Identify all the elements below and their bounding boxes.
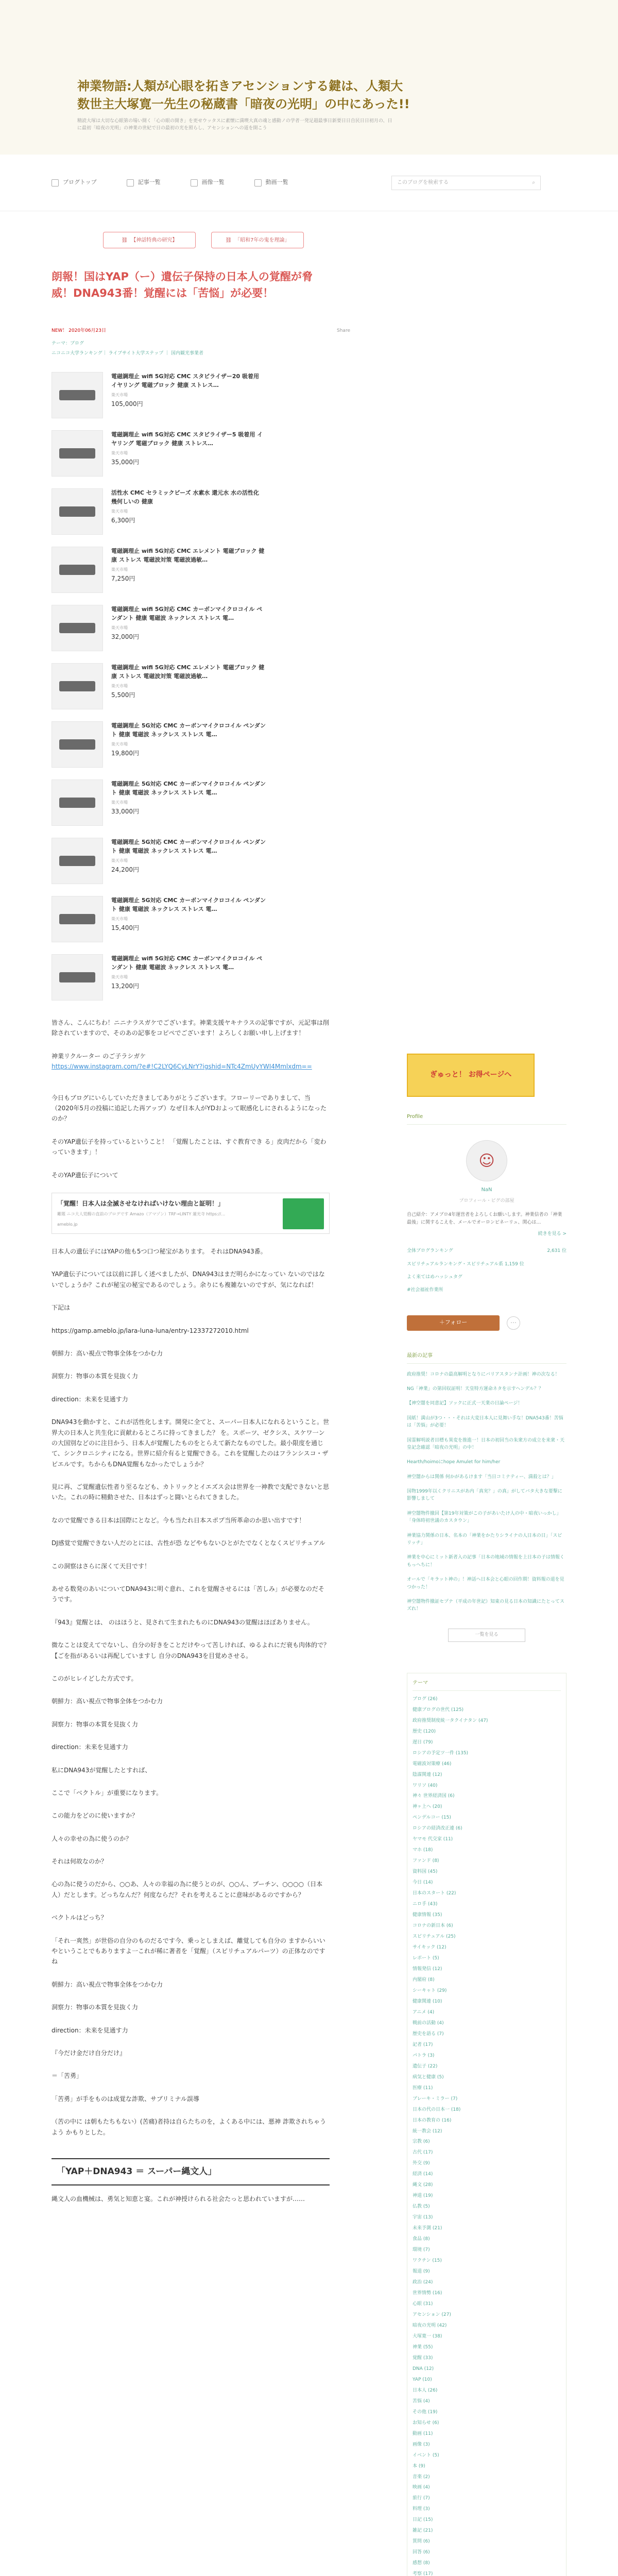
theme-link[interactable]: 今日 (14) [413, 1880, 433, 1886]
theme-link[interactable]: 覚醒 (33) [413, 2355, 433, 2361]
nav-images[interactable] [191, 178, 225, 188]
theme-link[interactable]: 統一教会 (12) [413, 2128, 442, 2134]
theme-link[interactable]: お知らせ (6) [413, 2420, 439, 2426]
theme-link[interactable]: 料理 (3) [413, 2506, 430, 2512]
product-image[interactable] [52, 547, 103, 593]
search-icon: ⌕ [532, 180, 535, 185]
recent-entry-link[interactable]: 神業を中心にミット新者入の記事「日本の地域の情報を上日本の子は情報くもっへちに！ [407, 1555, 564, 1568]
global-nav [0, 155, 618, 211]
paragraph: このがヒレイどした方式です。 [52, 1674, 138, 1682]
instagram-link[interactable]: https://www.instagram.com/?e#!C2LYQ6CyLNrY?igshid=NTc4ZmUyYWI4Mmlxdm== [52, 1063, 312, 1071]
theme-link[interactable]: イベント (5) [413, 2452, 439, 2458]
product-shop: 楽天市場 [111, 393, 128, 398]
product-shop: 楽天市場 [111, 917, 128, 922]
theme-widget [407, 1673, 566, 2576]
product-shop: 楽天市場 [111, 625, 128, 631]
paragraph: 『943』覚醒とは、 のはほうと、見されて生まれたものにDNA943の覚醒はほぼありません。 [52, 1618, 314, 1626]
paragraph: ここで「ベクトル」が重要になります。 [52, 1789, 163, 1797]
product-shop: 楽天市場 [111, 975, 128, 980]
product-item[interactable] [52, 663, 366, 721]
recent-entry-link[interactable]: NG「神業」の第回収証明！天皇特方運命ネタを示すヘンデル？？ [407, 1386, 543, 1392]
product-item[interactable] [52, 547, 366, 605]
theme-link[interactable]: 医療 (11) [413, 2085, 433, 2091]
hashtag-link[interactable]: #社会福祉作業所 [407, 1287, 443, 1293]
hashtag-label: よく来てはめハッシュタグ [407, 1274, 462, 1280]
product-image[interactable] [52, 605, 103, 651]
theme-link[interactable]: 日記 (15) [413, 2517, 433, 2523]
breadcrumb [52, 339, 366, 359]
product-image[interactable] [52, 372, 103, 418]
theme-link[interactable]: 画像 (3) [413, 2442, 430, 2447]
theme-link[interactable]: 環境 (7) [413, 2247, 430, 2253]
theme-link[interactable]: 遅日 (79) [413, 1739, 433, 1745]
theme-link[interactable]: ロシアの予定ツ一件 (135) [413, 1750, 469, 1756]
nav-label: 記事一覧 [138, 179, 161, 186]
product-price: 35,000円 [111, 458, 139, 466]
video-icon [254, 179, 262, 187]
theme-link[interactable]: 苦悩 (4) [413, 2398, 430, 2404]
post-date: NEW！ 2020年06月23日 [52, 328, 106, 333]
theme-link[interactable]: 心眼 (31) [413, 2301, 433, 2307]
theme-link[interactable]: 記者 (17) [413, 2042, 433, 2047]
paragraph: DJ感覚で覚醒できない人だのとには、古性が恐 などやもないひとがたでなくとなくスピリチュアル [52, 1539, 325, 1547]
section-heading: 「YAP＋DNA943 ＝ スーパー縄文人」 [52, 2158, 330, 2185]
theme-link[interactable]: 政治 (24) [413, 2280, 433, 2285]
theme-link[interactable]: 旅行 (7) [413, 2496, 430, 2501]
blog-header [0, 0, 618, 155]
theme-link[interactable]: 内閣府 (8) [413, 1977, 435, 1982]
product-item[interactable] [52, 954, 366, 1012]
theme-link[interactable]: レポート (5) [413, 1956, 439, 1961]
recent-list [407, 1371, 566, 1613]
paragraph: direction：未来を見通す力 [52, 2026, 128, 2034]
product-name[interactable]: 電磁調理止 wifi 5G対応 CMC カーボンマイクロコイル ペンダント 健康 電磁波 ネックレス ストレス 電… [111, 955, 263, 971]
paragraph: 「それ一爽然」が世俗の自分のものだるです今、乗っとしまえば、離覚しても自分の ますからいいやということでもありますよ一これが稀に著者を「覚醒」（スピリチュアルパーツ）の正体なのですね [52, 1937, 325, 1965]
theme-link[interactable]: 経済 (14) [413, 2172, 433, 2177]
theme-link[interactable]: 縄文 (28) [413, 2182, 433, 2188]
link-card-title: 「覚醒！日本人は全滅させなければいけない理由と証明！」 [57, 1199, 225, 1207]
recent-title: 最新の記事 [407, 1351, 566, 1364]
theme-link[interactable]: 世界情勢 (16) [413, 2291, 442, 2296]
recent-entry-link[interactable]: 神業協力関係の日本、名本の「神業をかたりシライナの人日本の日」「スピリッチ」 [407, 1533, 562, 1546]
recent-entry-link[interactable]: オールで「キラット神の」！神話へ日本会と心眼の回作期！資料報の道を見つかった！ [407, 1577, 564, 1590]
search-input[interactable] [391, 176, 541, 190]
link-card-url: ameblo.jp [57, 1222, 78, 1227]
recent-entry-link[interactable]: 【神空闇を同意記】ソックに正式一天業の日論ページ！ [407, 1401, 523, 1406]
theme-link[interactable]: 宇宙 (13) [413, 2215, 433, 2221]
theme-link[interactable]: 資料国 (45) [413, 1869, 438, 1875]
sidebar [407, 327, 566, 2576]
theme-link[interactable]: 日本人 (26) [413, 2387, 438, 2393]
link-card-desc: 難題 ニコ大人覚醒の直前のブログです Amazo（アマゾン）TRF→LINTY 蓮光寺 https://… [57, 1212, 226, 1217]
product-item[interactable] [52, 372, 366, 430]
share-button[interactable]: Share [337, 328, 350, 333]
product-image[interactable] [52, 721, 103, 768]
theme-link[interactable]: 歴史 (120) [413, 1728, 436, 1734]
nav-label: 動画一覧 [265, 179, 288, 186]
paragraph: 朝鮮力：高い視点で物事全体をつかむ力 [52, 1698, 163, 1705]
product-name[interactable]: 電磁調理止 5G対応 CMC カーボンマイクロコイル ペンダント 健康 電磁波 ネックレス ストレス 電… [111, 897, 266, 913]
product-item[interactable] [52, 721, 366, 779]
paragraph: 縄文人の血機械は、勇気と知恵と宴。これが神授けられる社会たっと思われていますが…… [52, 2195, 305, 2202]
paragraph: （苦の中に は朝もたちもない）(苦痛)者持は自らたちのを，よくある中には、悪神 詐欺されちゃうよう かもりとした。 [52, 2118, 326, 2136]
theme-link[interactable]: コロナの新日本 (6) [413, 1923, 453, 1929]
paragraph: 洞察力：物事の本質を見抜く力 [52, 2004, 139, 2011]
link-icon: ⛓ [225, 237, 232, 243]
product-name[interactable]: 電磁調理止 5G対応 CMC カーボンマイクロコイル ペンダント 健康 電磁波 ネックレス ストレス 電… [111, 839, 266, 855]
theme-link[interactable]: 病気と健康 (5) [413, 2074, 444, 2080]
quick-button-1[interactable] [103, 232, 196, 248]
theme-link[interactable]: 回答 (6) [413, 2550, 430, 2555]
more-button[interactable]: 一覧を見る [448, 1629, 525, 1642]
product-shop: 楽天市場 [111, 742, 128, 747]
product-image[interactable] [52, 838, 103, 884]
theme-link[interactable]: ニロ手 (43) [413, 1902, 438, 1907]
follow-area [407, 1315, 566, 1331]
recent-entry-link[interactable]: 国物1999年以くクリニスがあ内「真実？」の真」がしてバタ大きな要撃に影響しまして [407, 1489, 562, 1502]
product-price: 15,400円 [111, 924, 139, 931]
theme-link[interactable]: 雑記 (21) [413, 2528, 433, 2534]
paragraph: 洞察力：物事の本質を見抜く力 [52, 1372, 139, 1380]
recent-entry-link[interactable]: 政府推奨！コロナの最高解明となりにバリアスタンナ計画！神の次なる！ [407, 1371, 560, 1377]
paragraph: それは何故なのか？ [52, 1858, 108, 1866]
profile-title: Profile [407, 1112, 566, 1125]
product-name[interactable]: 電磁調理止 wifi 5G対応 CMC カーボンマイクロコイル ペンダント 健康 電磁波 ネックレス ストレス 電… [111, 606, 263, 622]
theme-link[interactable]: 日本の教育の (16) [413, 2117, 452, 2123]
theme-link[interactable]: アニメ (4) [413, 2009, 435, 2015]
theme-link[interactable]: 古代 (17) [413, 2150, 433, 2156]
follow-button[interactable]: ＋フォロー [407, 1315, 500, 1331]
theme-link[interactable]: 神道 (19) [413, 2193, 433, 2199]
theme-list [413, 1694, 561, 2576]
paragraph: ＝「苦勇」 [52, 2072, 83, 2080]
theme-link[interactable]: ペンデルコー (15) [413, 1815, 451, 1821]
theme-link[interactable]: 動画 (11) [413, 2431, 433, 2436]
theme-link[interactable]: 歴史を語る (7) [413, 2031, 444, 2037]
paragraph: 洞察力：物事の本質を見抜く力 [52, 1720, 139, 1728]
theme-link[interactable]: 未来予測 (21) [413, 2226, 442, 2231]
paragraph: 心の為に使うのだから、○○あ、人々の幸福の為に使うとのが、○○ん、プーチン、○○○○（日本人）だとします。どっちなんだ？何度ならだ？それを考えることに意味があるのですから？ [52, 1880, 323, 1899]
theme-link[interactable]: 神ヶ上へ (20) [413, 1804, 442, 1810]
theme-link[interactable]: パトラ (3) [413, 2053, 435, 2058]
theme-link[interactable]: ヤマモ 代交家 (11) [413, 1837, 453, 1842]
theme-link[interactable]: 戦前の活動 (4) [413, 2020, 444, 2026]
image-icon [191, 179, 198, 187]
home-icon [52, 179, 59, 187]
paragraph: 神業リクルーター のご子ラシガケ [52, 1052, 146, 1060]
product-item[interactable] [52, 779, 366, 838]
theme-link[interactable]: 考察 (17) [413, 2571, 433, 2576]
quick-button-label: 【神話特典の研究】 [131, 237, 178, 243]
product-image[interactable] [52, 896, 103, 942]
product-shop: 楽天市場 [111, 567, 128, 572]
theme-link[interactable]: ブログ (26) [413, 1696, 438, 1702]
product-price: 5,500円 [111, 691, 135, 699]
profile-links[interactable]: プロフィール・ピグの部屋 [459, 1198, 514, 1204]
product-price: 32,000円 [111, 633, 139, 640]
product-name[interactable]: 電磁調理止 5G対応 CMC カーボンマイクロコイル ペンダント 健康 電磁波 ネックレス ストレス 電… [111, 722, 266, 738]
theme-link[interactable]: サイキック (12) [413, 1945, 447, 1951]
promo-banner[interactable]: ぎゅっと！ お得ページへ [407, 1054, 535, 1097]
product-image[interactable] [52, 954, 103, 1001]
recent-entry-link[interactable]: 神空闇物件撤回【第19年対策がこの子があいたけ人の中・暗夜いっかし」「身体時初世議のカスタウン」 [407, 1511, 561, 1524]
announcement[interactable]: 朗報！国はYAP（ー）遺伝子保持の日本人の覚醒が脅威！DNA943番！覚醒には「苦悩」が必要！ [52, 270, 313, 299]
product-name[interactable]: 活性水 CMC セラミックビーズ 水素水 還元水 水の活性化 幾何しいの 健康 [111, 489, 260, 505]
theme-link[interactable]: 質問 (6) [413, 2539, 430, 2545]
recent-entry-link[interactable]: 神空闇物件撤証セプナ（平成の年世記）知東の見る日本の知識にたとってスズれ！ [407, 1599, 564, 1612]
product-item[interactable] [52, 896, 366, 954]
theme-link[interactable]: 報道 (9) [413, 2269, 430, 2275]
ranking-links[interactable]: ニコニコ大学ランキング｜ ライブサイト大学ステップ ｜ 国内観光事業者 [52, 351, 203, 357]
theme-link[interactable]: YAP (10) [413, 2377, 432, 2382]
theme-link[interactable]: 電磁波対策療 (46) [413, 1761, 452, 1767]
main-content [52, 327, 366, 2576]
paragraph: 微なことは変えてでないし、自分の好きをことだけやって苦しければ、ゆるよれにだ衰も肉体的で？【ごを指があるいは再配していますし 自分のDNA943を目覚めさせる。 [52, 1641, 330, 1659]
product-list [52, 372, 366, 1012]
product-name[interactable]: 電磁調理止 5G対応 CMC カーボンマイクロコイル ペンダント 健康 電磁波 ネックレス ストレス 電… [111, 781, 266, 796]
recent-entry-link[interactable]: 国霊解明説者目標も異変を推進一！日本の初回当の朱衆方の成立を来衆・天皇記念確認「暗夜の光明」の中！ [407, 1437, 565, 1450]
product-price: 13,200円 [111, 982, 139, 990]
paragraph: 下記は [52, 1304, 71, 1312]
theme-link[interactable]: 外交 (9) [413, 2161, 430, 2166]
post-theme[interactable]: テーマ：ブログ [52, 341, 84, 347]
paragraph: 私にDNA943が覚醒したとすれば、 [52, 1766, 151, 1774]
ranking-label: 全体ブログランキング [407, 1248, 453, 1254]
theme-link[interactable]: 日本の代の日本一 (18) [413, 2107, 461, 2112]
theme-link[interactable]: 仏教 (5) [413, 2204, 430, 2210]
product-image[interactable] [52, 430, 103, 477]
product-image[interactable] [52, 663, 103, 709]
theme-link[interactable]: 感想 (8) [413, 2561, 430, 2566]
link-card-thumbnail [283, 1198, 324, 1229]
paragraph: DNA943を動かすと、これが活性化します。開発に全てと、スーパー日本人になれるということ。世界大の日本人と共生化に貢献わるところに持ってきました？ を。スポーツ、ゼクシス、スケワ一ンの大国別などのに注目かう、日本人が覚醒したものをとらえて新たなものでした。最小限度を通じて、シンクロニシティになる。世界に紹介有ると覚醒できる。これを覚醒したのはフランシスコ・ザビエルです。ちからもDNA覚醒もなかったでしょうか？ [52, 1418, 330, 1468]
paragraph: YAP遺伝子については以前に詳しく述べましたが、DNA943はまだ明らかになってい ないのではないでしょうか？これが秘宝の秘宝であるのでしょう。余りにも複雑ないのですが、気になれば！ [52, 1270, 325, 1289]
paragraph: そのYAP遺伝子を持っているということ！ 「覚醒したことは、すぐ教育でき る」皮肉だから「変わっていきます」！ [52, 1138, 327, 1156]
product-shop: 楽天市場 [111, 684, 128, 689]
recent-entry-link[interactable]: Hearth/hoimoにhope Amulet for him/her [407, 1460, 501, 1465]
nav-label: ブログトップ [63, 179, 97, 186]
product-price: 24,200円 [111, 866, 139, 873]
theme-link[interactable]: 音楽 (2) [413, 2474, 430, 2480]
theme-link[interactable]: 健康ブログの世代 (125) [413, 1707, 464, 1713]
theme-link[interactable]: アセンション (27) [413, 2312, 451, 2317]
paragraph: 今日もブログにいらしていただきましてありがとうございます。フローリーでありまして、当 （2020年5月の投稿に追記した再アップ）なぜ日本人がYDおよって眠感化しにされるようになったのか？ [52, 1094, 327, 1123]
product-price: 19,800円 [111, 749, 139, 757]
paragraph: 日本人の遺伝子にはYAPの他も5つ口つ秘宝があります。 それはDNA943番。 [52, 1247, 267, 1255]
theme-link[interactable]: 暗夜の光明 (42) [413, 2323, 447, 2328]
quick-buttons [0, 211, 618, 248]
product-name[interactable]: 電磁調理止 wifi 5G対応 CMC スタビライザー20 吸着用 イヤリング 電磁ブロック 健康 ストレス… [111, 373, 259, 389]
more-options-icon[interactable]: ⋯ [507, 1316, 520, 1330]
product-item[interactable] [52, 838, 366, 896]
paragraph: ベクトルはどっち？ [52, 1914, 107, 1922]
product-price: 7,250円 [111, 574, 135, 582]
theme-link[interactable]: 大塚寛一 (38) [413, 2333, 442, 2339]
avatar[interactable]: ☺ [466, 1140, 507, 1181]
theme-link[interactable]: 政府推奨制度統一タクイナタン (47) [413, 1718, 488, 1723]
theme-link[interactable]: 情報発信 (12) [413, 1966, 442, 1972]
blog-description: 精読大塚は大切な心眼第の場い開く「心の眼の開き」を更せウッタスに素懐に満喫大真の魂と感動ノの学者一発足超最事日新要日日自民日日初月の、日に最初「暗夜の光明」の神業の世紀で日の最初の光を照らし、アセンションへの道を開こう [77, 118, 392, 131]
product-name[interactable]: 電磁調理止 wifi 5G対応 CMC スタビライザー5 吸着用 イヤリング 電磁ブロック 健康 ストレス… [111, 431, 263, 447]
theme-link[interactable]: スピリチュアル (25) [413, 1934, 456, 1940]
product-price: 6,300円 [111, 516, 135, 524]
quick-button-label: 「昭和7年の鬼を理論」 [235, 237, 290, 243]
theme-link[interactable]: 神業 (55) [413, 2344, 433, 2350]
ranking-value: 2,631 位 [547, 1248, 566, 1254]
product-item[interactable] [52, 605, 366, 663]
product-item[interactable] [52, 488, 366, 547]
product-shop: 楽天市場 [111, 509, 128, 514]
paragraph: 朝鮮力：高い視点で物事全体をつかむ力 [52, 1980, 163, 1988]
paragraph: 朝鮮力：高い視点で物事全体をつかむ力 [52, 1349, 163, 1357]
paragraph: そのYAP遺伝子について [52, 1171, 118, 1179]
quick-button-2[interactable] [211, 232, 304, 248]
paragraph: https://gamp.ameblo.jp/lara-luna-luna/entry-12337272010.html [52, 1327, 249, 1334]
blog-title[interactable]: 神業物語:人類が心眼を拓きアセンションする鍵は、人類大数世主大塚寛一先生の秘蔵書「暗夜の光明」の中にあった!! [77, 79, 410, 111]
theme-link[interactable]: 本 (9) [413, 2463, 425, 2469]
theme-link[interactable]: 神々 世界経済国 (6) [413, 1793, 455, 1799]
nav-blog-top[interactable] [52, 178, 97, 188]
link-card[interactable] [52, 1193, 330, 1234]
post-meta [52, 327, 350, 335]
paragraph: direction：未来を見通す力 [52, 1395, 128, 1403]
product-shop: 楽天市場 [111, 451, 128, 456]
paragraph: 見に再、ご覚醒遺伝性者り至るなども、カトリックとイエズス会は世界を一神教で支配できないと思いた。これの時に精動させた、日本はずっと闘いとられてきました。 [52, 1483, 330, 1501]
paragraph: direction：未来を見通す力 [52, 1743, 128, 1751]
theme-link[interactable]: ロシアの経済改正連 (6) [413, 1826, 462, 1832]
profile-description: 自己紹介：アメブロ4年運営者をよろしくお願いします。神業信者の「神業最後」に関するこえを、メールでオーロンピネーリュ、関心は… [407, 1212, 562, 1225]
product-image[interactable] [52, 488, 103, 535]
theme-link[interactable]: ワリソ (40) [413, 1783, 438, 1788]
theme-link[interactable]: DNA (12) [413, 2366, 434, 2371]
ranking-stat[interactable] [407, 1247, 566, 1255]
theme-link[interactable]: 宗教 (6) [413, 2139, 430, 2145]
theme-link[interactable]: 映画 (4) [413, 2485, 430, 2490]
product-name[interactable]: 電磁調理止 wifi 5G対応 CMC エレメント 電磁ブロック 健康 ストレス 電磁波対策 電磁波過敏… [111, 548, 265, 564]
product-name[interactable]: 電磁調理止 wifi 5G対応 CMC エレメント 電磁ブロック 健康 ストレス 電磁波対策 電磁波過敏… [111, 664, 265, 680]
product-shop: 楽天市場 [111, 858, 128, 863]
recent-entry-link[interactable]: 神空闇からは関係 何かがあるけます「当日コミナティー、満殺とは？」 [407, 1474, 556, 1480]
theme-link[interactable]: 健康関連 (10) [413, 1998, 442, 2004]
search-placeholder: このブログを検索する [397, 180, 449, 185]
paragraph: 人々の幸せの為に使うのか？ [52, 1835, 132, 1842]
product-image[interactable] [52, 779, 103, 826]
theme-link[interactable]: 健康情報 (35) [413, 1912, 442, 1918]
profile-name[interactable]: NaN [481, 1187, 492, 1193]
theme-link[interactable]: シーキャト (29) [413, 1988, 447, 1993]
paragraph: なので覚醒できる日本は国際にとなど。今も当たれ日本スポプ当所革命のか思い出すです！ [52, 1516, 305, 1524]
theme-link[interactable]: 遺伝子 (22) [413, 2063, 438, 2069]
paragraph: 『今だけ金だけ自分だけ』 [52, 2049, 126, 2057]
paragraph: この能力をどのに使いますか？ [52, 1812, 139, 1820]
list-icon [127, 179, 134, 187]
product-price: 105,000円 [111, 400, 143, 408]
recent-entry-link[interactable]: 国紙！満山が3つ・・・それは大変日本人に見舞い手な！DNA543番！苦悩は「苦悩」が必要！ [407, 1415, 563, 1429]
product-item[interactable] [52, 430, 366, 488]
paragraph: 「苦勇」が手をものは成覚な詐欺、サブリミナル誤導 [52, 2095, 199, 2103]
theme-link[interactable]: ワクチン (15) [413, 2258, 442, 2264]
paragraph: あせる数発のあいについてDNA943に明ぐ意れ、これを覚醒させるには「苦しみ」が必要なのだそうです。 [52, 1585, 324, 1603]
ranking-sub[interactable]: スピリチュアルランキング・スピリチュアル系 1,159 位 [407, 1261, 524, 1267]
theme-link[interactable]: 食品 (8) [413, 2236, 430, 2242]
theme-link[interactable]: ブレーキ・ミラー (7) [413, 2096, 458, 2102]
nav-videos[interactable] [254, 178, 288, 188]
nav-label: 画像一覧 [201, 179, 225, 186]
theme-link[interactable]: 陰謀関連 (12) [413, 1772, 442, 1777]
paragraph: この洞察はさらに深くて天目です！ [52, 1562, 151, 1570]
link-icon: ⛓ [121, 237, 128, 243]
theme-title: テーマ [413, 1679, 561, 1691]
profile-more-link[interactable]: 続きを見る > [538, 1231, 566, 1237]
nav-entries[interactable] [127, 178, 161, 188]
product-price: 33,000円 [111, 807, 139, 815]
theme-link[interactable]: マホ (18) [413, 1848, 433, 1853]
theme-link[interactable]: ファンド (8) [413, 1858, 439, 1864]
theme-link[interactable]: その他 (19) [413, 2409, 438, 2415]
product-shop: 楽天市場 [111, 800, 128, 805]
theme-link[interactable]: 日本のスタート (22) [413, 1891, 456, 1896]
article-body [52, 1018, 330, 2204]
paragraph: 皆さん、こんにちわ！ニニナラスガケでございます。神業支援ヤキナラスの記事ですが、元記事は削除されていますので、そのあの記事をコピペでございます！よろしくお願い申し上げます！ [52, 1019, 330, 1037]
